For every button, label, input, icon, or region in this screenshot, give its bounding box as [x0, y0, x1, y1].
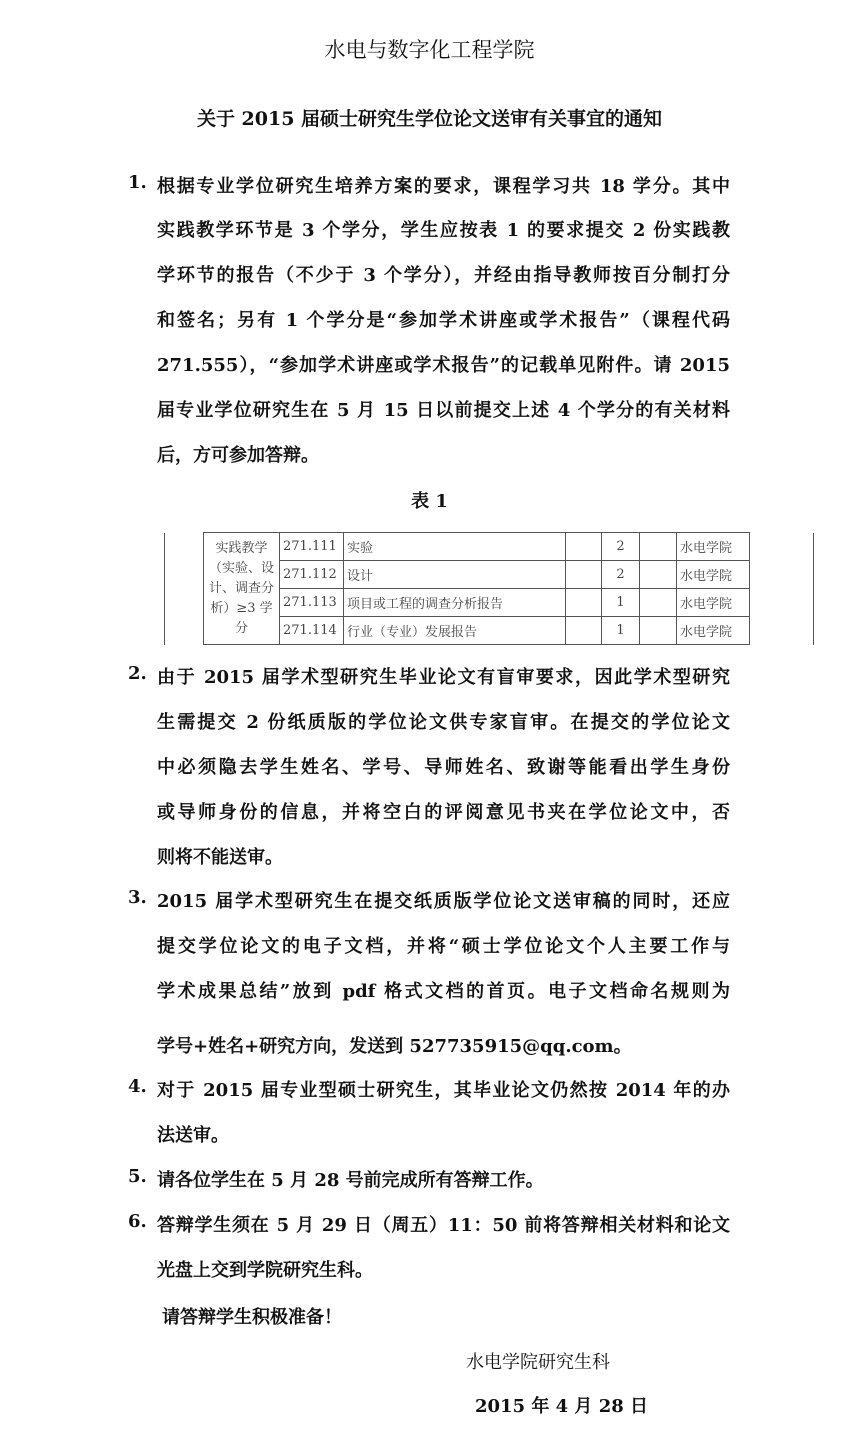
cell-blank [165, 561, 204, 589]
cell-credits: 2 [602, 561, 640, 589]
cell-blank [750, 589, 814, 617]
cell-name: 项目或工程的调查分析报告 [344, 589, 566, 617]
cell-dept: 水电学院 [677, 561, 750, 589]
item-line: 2015 届学术型研究生在提交纸质版学位论文送审稿的同时，还应 [157, 891, 730, 912]
item-line: 学术成果总结”放到 pdf 格式文档的首页。电子文档命名规则为 [157, 981, 730, 1002]
cell-blank [165, 589, 204, 617]
cell-blank [640, 589, 677, 617]
cell-blank [566, 617, 602, 645]
cell-credits: 1 [602, 589, 640, 617]
cell-code: 271.113 [280, 589, 344, 617]
cell-blank [640, 617, 677, 645]
item-line: 实践教学环节是 3 个学分，学生应按表 1 的要求提交 2 份实践教 [157, 220, 730, 241]
cell-credits: 2 [602, 533, 640, 561]
cell-code: 271.114 [280, 617, 344, 645]
item-line: 法送审。 [157, 1125, 229, 1146]
item-line: 答辩学生须在 5 月 29 日（周五）11：50 前将答辩相关材料和论文 [157, 1215, 730, 1236]
item-number: 3. [128, 887, 147, 908]
signature-date: 2015 年 4 月 28 日 [475, 1396, 649, 1417]
item-line: 请各位学生在 5 月 28 号前完成所有答辩工作。 [157, 1170, 544, 1191]
cell-blank [165, 617, 204, 645]
cell-blank [750, 533, 814, 561]
item-number: 4. [128, 1076, 147, 1097]
item-line: 根据专业学位研究生培养方案的要求，课程学习共 18 学分。其中 [157, 176, 730, 197]
item-line: 对于 2015 届专业型硕士研究生，其毕业论文仍然按 2014 年的办 [157, 1080, 730, 1101]
notice-title: 关于 2015 届硕士研究生学位论文送审有关事宜的通知 [196, 108, 663, 130]
item-line: 中必须隐去学生姓名、学号、导师姓名、致谢等能看出学生身份 [157, 757, 730, 778]
cell-category: 实践教学（实验、设计、调查分析）≥3 学分 [204, 533, 280, 645]
cell-blank [165, 533, 204, 561]
cell-blank [750, 561, 814, 589]
table-caption: 表 1 [411, 491, 448, 512]
cell-blank [566, 533, 602, 561]
item-line: 光盘上交到学院研究生科。 [157, 1260, 373, 1281]
item-line: 学号+姓名+研究方向，发送到 527735915@qq.com。 [157, 1036, 632, 1057]
item-line: 生需提交 2 份纸质版的学位论文供专家盲审。在提交的学位论文 [157, 712, 730, 733]
cell-dept: 水电学院 [677, 617, 750, 645]
item-number: 1. [128, 172, 147, 193]
cell-name: 行业（专业）发展报告 [344, 617, 566, 645]
item-line: 和签名；另有 1 个学分是“参加学术讲座或学术报告”（课程代码 [157, 310, 730, 331]
cell-blank [566, 561, 602, 589]
cell-name: 实验 [344, 533, 566, 561]
item-number: 5. [128, 1166, 147, 1187]
item-number: 2. [128, 663, 147, 684]
item-line: 则将不能送审。 [157, 847, 283, 868]
cell-credits: 1 [602, 617, 640, 645]
signature-office: 水电学院研究生科 [466, 1352, 610, 1373]
closing-remark: 请答辩学生积极准备！ [162, 1307, 342, 1328]
college-name: 水电与数字化工程学院 [324, 38, 535, 62]
course-table [164, 532, 814, 645]
cell-code: 271.111 [280, 533, 344, 561]
item-number: 6. [128, 1211, 147, 1232]
item-line: 届专业学位研究生在 5 月 15 日以前提交上述 4 个学分的有关材料 [157, 400, 730, 421]
item-line: 学环节的报告（不少于 3 个学分），并经由指导教师按百分制打分 [157, 265, 730, 286]
table-row [165, 533, 814, 561]
item-line: 或导师身份的信息，并将空白的评阅意见书夹在学位论文中，否 [157, 802, 730, 823]
cell-blank [566, 589, 602, 617]
cell-blank [750, 617, 814, 645]
cell-code: 271.112 [280, 561, 344, 589]
cell-blank [640, 533, 677, 561]
cell-dept: 水电学院 [677, 589, 750, 617]
cell-blank [640, 561, 677, 589]
item-line: 后，方可参加答辩。 [157, 445, 319, 466]
item-line: 271.555），“参加学术讲座或学术报告”的记载单见附件。请 2015 [157, 355, 730, 376]
item-line: 由于 2015 届学术型研究生毕业论文有盲审要求，因此学术型研究 [157, 667, 730, 688]
cell-dept: 水电学院 [677, 533, 750, 561]
item-line: 提交学位论文的电子文档，并将“硕士学位论文个人主要工作与 [157, 936, 730, 957]
cell-name: 设计 [344, 561, 566, 589]
